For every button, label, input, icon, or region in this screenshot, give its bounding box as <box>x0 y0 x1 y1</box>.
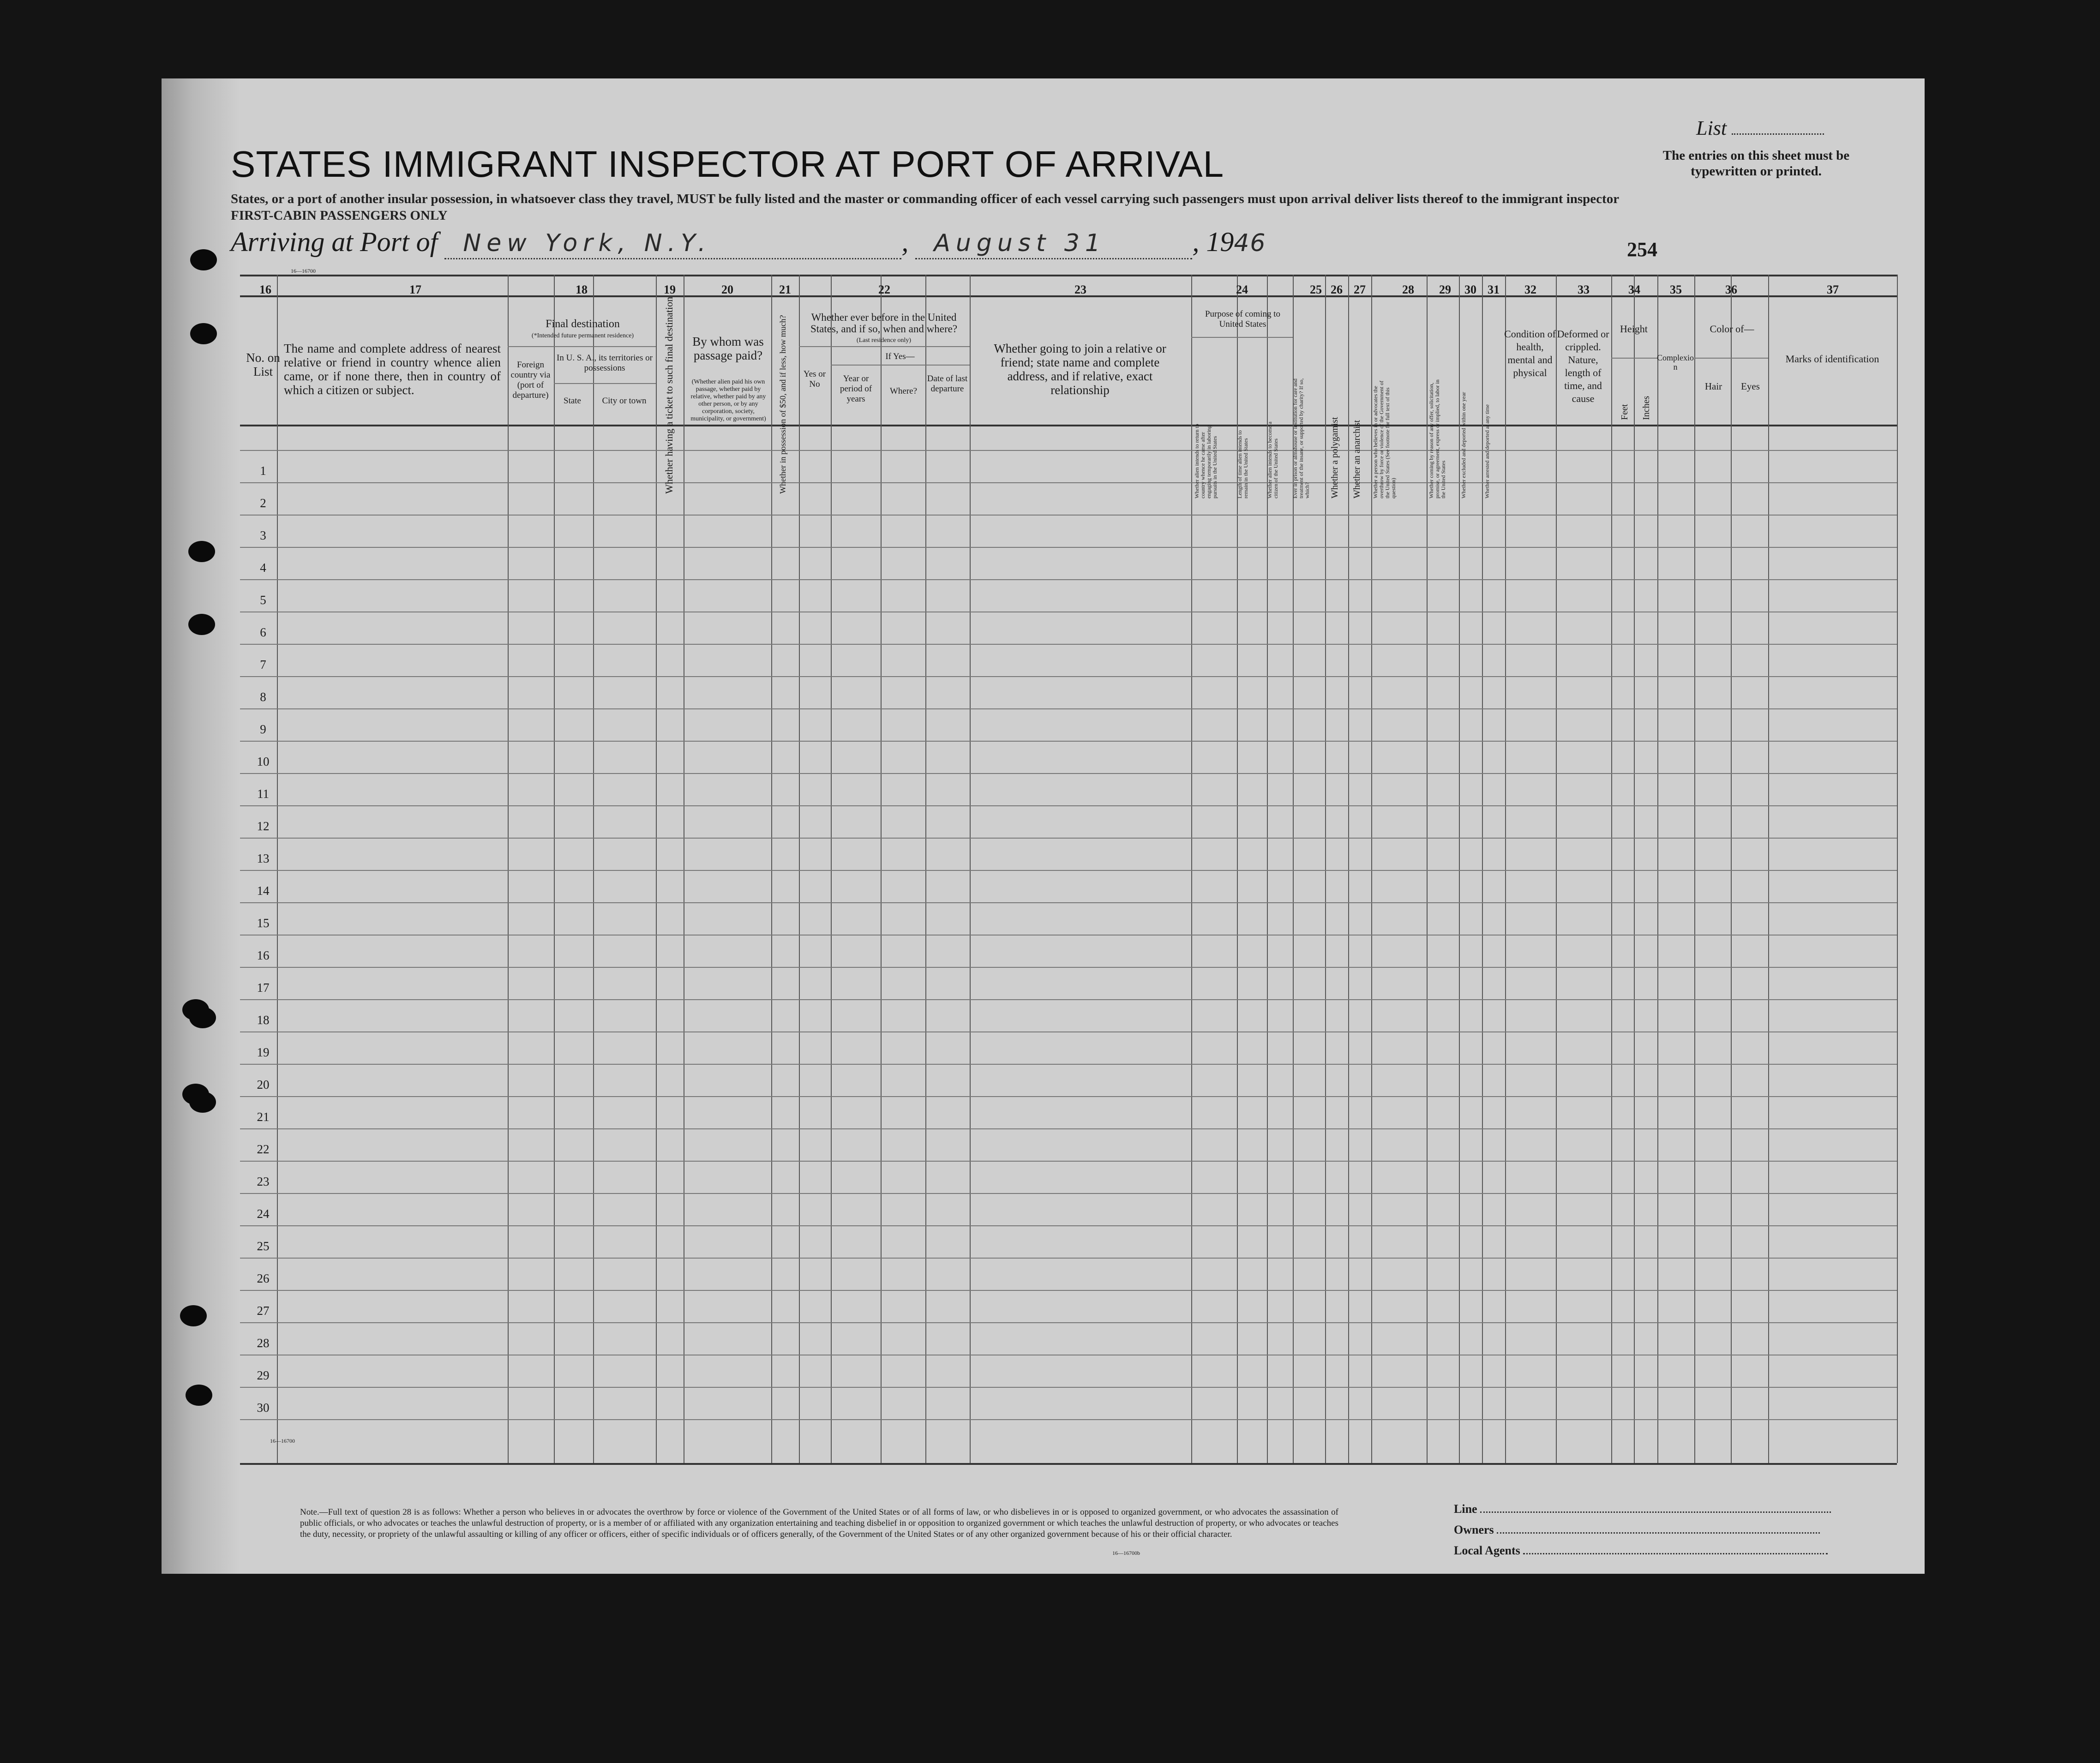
footnote-question-28: Note.—Full text of question 28 is as follows: Whether a person who believes in or advocates the overthrow by force or violence of the Government of the United States or of all forms of law, or who disbelieves in or is opposed to organized government, or who advocates the assassination of public officials, or who advocates or teaches the unlawful destruction of property, or is a member of or affiliated with any organization entertaining and teaching disbelief in or opposition to organized government or which teaches the unlawful destruction of property, or who advocates or teaches the duty, necessity, or propriety of the unlawful assaulting or killing of any officer or officers, either of specific individuals or of officers generally, of the Government of the United States or of any other organized government because of his or their official character. <box>300 1507 1338 1539</box>
row-number: 21 <box>257 1110 270 1124</box>
line-field <box>1454 1502 1831 1516</box>
manifest-sheet <box>162 78 1925 1574</box>
grid-row-rule <box>240 1258 1897 1259</box>
grid-row-rule <box>240 1128 1897 1129</box>
grid-column-rule <box>970 275 971 1463</box>
header-complexion: Complexion <box>1657 353 1694 372</box>
col-number-21: 21 <box>779 283 791 296</box>
grid-column-rule <box>799 275 800 1463</box>
grid-column-rule <box>1348 275 1349 1463</box>
header-inches: Inches <box>1641 396 1651 420</box>
row-number: 18 <box>257 1013 270 1027</box>
header-anarchist: Whether an anarchist <box>1352 420 1362 498</box>
punch-hole <box>189 1007 216 1028</box>
row-number: 11 <box>257 787 269 801</box>
col-number-28: 28 <box>1402 283 1414 296</box>
header-marks: Marks of identification <box>1785 353 1879 365</box>
owners-label: Owners <box>1454 1523 1494 1536</box>
punch-hole <box>188 541 215 562</box>
port-field <box>444 226 901 259</box>
header-year-period: Year or period of years <box>840 374 872 404</box>
grid-column-rule <box>1427 275 1428 1463</box>
header-color-of: Color of— <box>1710 323 1754 335</box>
grid-column-rule <box>1657 275 1658 1463</box>
row-number: 28 <box>257 1336 270 1350</box>
row-number: 10 <box>257 755 270 768</box>
grid-row-rule <box>240 1290 1897 1291</box>
instruction-line: States, or a port of another insular possession, in whatsoever class they travel, MUST be fully listed and the master or commanding officer of each vessel carrying such passengers must upon arrival deliver lists thereof to the immigrant inspector <box>231 192 1620 206</box>
grid-bottom-rule <box>240 1463 1897 1465</box>
arrival-line: Arriving at Port of New York, N.Y. , August 31 , 1946 <box>231 226 1266 259</box>
header-purpose-return: Whether alien intends to return to country whence he came after engaging temporarily in laboring pursuits in the United States <box>1194 424 1218 498</box>
row-number: 22 <box>257 1142 270 1156</box>
row-number: 24 <box>257 1207 270 1221</box>
row-number: 26 <box>257 1271 270 1285</box>
header-health: Condition of health, mental and physical <box>1504 328 1556 378</box>
grid-column-rule <box>1482 275 1483 1463</box>
grid-column-rule <box>925 275 926 1463</box>
grid-row-rule <box>240 1096 1897 1097</box>
list-number-label <box>1696 116 1824 140</box>
header-foreign-country: Foreign country via (port of departure) <box>510 360 551 400</box>
header-polygamist: Whether a polygamist <box>1330 417 1340 498</box>
grid-row-rule <box>240 967 1897 968</box>
port-handwritten: New York, N.Y. <box>463 229 711 257</box>
year-handwritten: 46 <box>1234 229 1266 257</box>
grid-column-rule <box>554 275 555 1463</box>
grid-row-rule <box>240 676 1897 677</box>
agents-field <box>1454 1544 1828 1558</box>
grid-column-rule <box>1556 275 1557 1463</box>
header-passage-note: (Whether alien paid his own passage, whether paid by relative, whether paid by any other person, or by any corporation, society, municipality, or government) <box>690 378 766 422</box>
grid-row-rule <box>240 579 1897 580</box>
grid-subrule <box>799 346 970 347</box>
grid-column-rule <box>831 275 832 1463</box>
grid-row-rule <box>240 515 1897 516</box>
row-number: 7 <box>260 658 266 672</box>
punch-hole <box>190 323 217 344</box>
row-number: 5 <box>260 593 266 607</box>
col-number-26: 26 <box>1331 283 1343 296</box>
grid-row-rule <box>240 1031 1897 1032</box>
grid-row-rule <box>240 1161 1897 1162</box>
grid-subrule <box>831 365 970 366</box>
header-state: State <box>564 396 581 406</box>
header-where: Where? <box>889 386 918 396</box>
header-purpose: Purpose of coming to United States <box>1205 309 1281 329</box>
col-number-30: 30 <box>1464 283 1476 296</box>
grid-row-rule <box>240 999 1897 1000</box>
line-label: Line <box>1454 1502 1477 1516</box>
owners-field <box>1454 1523 1820 1537</box>
grid-row-rule <box>240 741 1897 742</box>
agents-label: Local Agents <box>1454 1544 1520 1557</box>
col-number-22: 22 <box>878 283 890 296</box>
grid-row-rule <box>240 644 1897 645</box>
grid-row-rule <box>240 902 1897 903</box>
row-number: 12 <box>257 819 270 833</box>
grid-top-rule <box>240 275 1897 276</box>
punch-hole <box>186 1385 212 1406</box>
col-number-18: 18 <box>576 283 588 296</box>
grid-column-rule <box>771 275 772 1463</box>
grid-row-rule <box>240 450 1897 451</box>
header-hair: Hair <box>1704 381 1722 392</box>
row-number: 8 <box>260 690 266 704</box>
header-if-yes: If Yes— <box>885 352 915 361</box>
grid-column-rule <box>656 275 657 1463</box>
header-ticket: Whether having a ticket to such final destination <box>663 296 675 494</box>
header-before-in-us: Whether ever before in the United States, and if so, when and where? <box>810 312 958 335</box>
row-number: 27 <box>257 1304 270 1318</box>
col-number-23: 23 <box>1074 283 1086 296</box>
passenger-class-line: FIRST-CABIN PASSENGERS ONLY <box>231 208 448 223</box>
entries-note: The entries on this sheet must be typewritten or printed. <box>1662 148 1850 179</box>
grid-column-rule <box>1505 275 1506 1463</box>
sheet-number: 254 <box>1627 238 1657 261</box>
grid-column-rule <box>1694 275 1695 1463</box>
grid-column-rule <box>1897 275 1898 1463</box>
grid-subrule <box>508 346 656 347</box>
header-passage-paid: By whom was passage paid? <box>692 335 764 362</box>
header-prison: Ever in prison or almshouse or institution for care and treatment of the insane, or supported by charity? If so, which? <box>1292 378 1310 498</box>
row-number: 1 <box>260 464 266 478</box>
row-number: 2 <box>260 496 266 510</box>
col-number-29: 29 <box>1439 283 1451 296</box>
grid-row-rule <box>240 1387 1897 1388</box>
row-number: 20 <box>257 1078 270 1091</box>
header-in-usa: In U. S. A., its territories or possessions <box>557 353 653 373</box>
header-fifty-dollars: Whether in possession of $50, and if less, how much? <box>778 315 787 494</box>
col-number-19: 19 <box>664 283 676 296</box>
row-number: 15 <box>257 916 270 930</box>
header-yes-no: Yes or No <box>803 369 826 389</box>
header-excluded: Whether excluded and deported within one year <box>1460 392 1467 498</box>
header-last-departure: Date of last departure <box>927 374 968 394</box>
header-last-residence: (Last residence only) <box>856 337 912 344</box>
punch-hole <box>188 614 215 635</box>
header-labor-offer: Whether coming by reason of any offer, solicitation, promise, or agreement, express or implied, to labor in the United States <box>1428 379 1446 498</box>
header-no-on-list: No. on List <box>246 351 280 378</box>
grid-body-rule <box>240 425 1897 426</box>
grid-row-rule <box>240 805 1897 806</box>
header-join-relative: Whether going to join a relative or friend; state name and complete address, and if relative, exact relationship <box>994 342 1166 397</box>
grid-row-rule <box>240 1064 1897 1065</box>
grid-row-rule <box>240 547 1897 548</box>
row-number: 16 <box>257 948 270 962</box>
row-number: 14 <box>257 884 270 898</box>
arriving-label: Arriving at Port of <box>231 227 438 257</box>
line-input <box>1480 1511 1831 1513</box>
grid-row-rule <box>240 1419 1897 1420</box>
grid-column-rule <box>1768 275 1769 1463</box>
grid-subrule <box>1694 358 1768 359</box>
row-number: 23 <box>257 1175 270 1188</box>
grid-column-rule <box>1325 275 1326 1463</box>
col-number-36: 36 <box>1725 283 1737 296</box>
row-number: 6 <box>260 625 266 639</box>
date-field <box>915 226 1192 259</box>
col-number-24: 24 <box>1236 283 1248 296</box>
header-arrested: Whether arrested and deported at any time <box>1484 404 1490 498</box>
grid-row-rule <box>240 1193 1897 1194</box>
grid-row-rule <box>240 870 1897 871</box>
grid-column-rule <box>1634 275 1635 1463</box>
col-number-16: 16 <box>259 283 271 296</box>
form-code-top: 16—16700 <box>291 268 316 274</box>
row-number: 3 <box>260 528 266 542</box>
header-height: Height <box>1620 323 1648 335</box>
form-code-note: 16—16700b <box>1112 1550 1140 1556</box>
header-final-destination-note: (*Intended future permanent residence) <box>531 332 634 339</box>
row-number: 30 <box>257 1401 270 1415</box>
punch-hole <box>180 1305 207 1326</box>
year-prefix: 19 <box>1206 227 1234 257</box>
grid-row-rule <box>240 1225 1897 1226</box>
col-number-31: 31 <box>1488 283 1500 296</box>
agents-input <box>1523 1553 1828 1554</box>
grid-subrule <box>1611 358 1657 359</box>
header-purpose-length: Length of time alien intends to remain in the United States <box>1236 430 1249 498</box>
form-code-bottom: 16—16700 <box>270 1438 295 1444</box>
grid-row-rule <box>240 773 1897 774</box>
list-label: List <box>1696 117 1727 139</box>
row-number: 4 <box>260 561 266 575</box>
header-overthrow: Whether a person who believes in or advocates the overthrow by force or violence of the Government of the United States (See footnote for full text of this question) <box>1372 380 1397 498</box>
row-number: 19 <box>257 1045 270 1059</box>
col-number-34: 34 <box>1628 283 1640 296</box>
grid-row-rule <box>240 838 1897 839</box>
row-number: 9 <box>260 722 266 736</box>
row-number: 13 <box>257 852 270 865</box>
owners-input <box>1497 1532 1820 1534</box>
header-deformed: Deformed or crippled. Nature, length of time, and cause <box>1557 328 1609 404</box>
row-number: 17 <box>257 981 270 995</box>
col-number-20: 20 <box>721 283 733 296</box>
header-nearest-relative: The name and complete address of nearest relative or friend in country whence alien came, or if none there, then in country of which a citizen or subject. <box>284 342 501 397</box>
header-purpose-citizen: Whether alien intends to become a citizen of the United States <box>1266 421 1279 498</box>
col-number-25: 25 <box>1310 283 1322 296</box>
grid-row-rule <box>240 708 1897 709</box>
grid-subrule <box>554 383 656 384</box>
col-number-33: 33 <box>1578 283 1590 296</box>
punch-hole <box>190 249 217 270</box>
date-handwritten: August 31 <box>934 229 1106 257</box>
col-number-32: 32 <box>1524 283 1536 296</box>
grid-column-rule <box>1731 275 1732 1463</box>
grid-column-rule <box>881 275 882 1463</box>
row-number: 25 <box>257 1239 270 1253</box>
header-eyes: Eyes <box>1741 381 1760 392</box>
col-number-27: 27 <box>1354 283 1366 296</box>
list-number-field <box>1732 133 1824 135</box>
grid-column-rule <box>508 275 509 1463</box>
grid-row-rule <box>240 1322 1897 1323</box>
grid-column-rule <box>1459 275 1460 1463</box>
grid-column-rule <box>1611 275 1612 1463</box>
page-title: STATES IMMIGRANT INSPECTOR AT PORT OF ARRIVAL <box>231 144 1224 185</box>
punch-hole <box>189 1091 216 1113</box>
binding-strip <box>162 78 240 1574</box>
grid-column-rule <box>593 275 594 1463</box>
col-number-35: 35 <box>1670 283 1682 296</box>
row-number: 29 <box>257 1368 270 1382</box>
grid-column-rule <box>1191 275 1192 1463</box>
grid-subrule <box>1191 337 1293 338</box>
grid-row-rule <box>240 482 1897 483</box>
header-city: City or town <box>602 396 647 406</box>
col-number-17: 17 <box>409 283 421 296</box>
header-final-destination: Final destination <box>546 318 620 330</box>
header-feet: Feet <box>1620 404 1630 420</box>
col-number-37: 37 <box>1827 283 1839 296</box>
